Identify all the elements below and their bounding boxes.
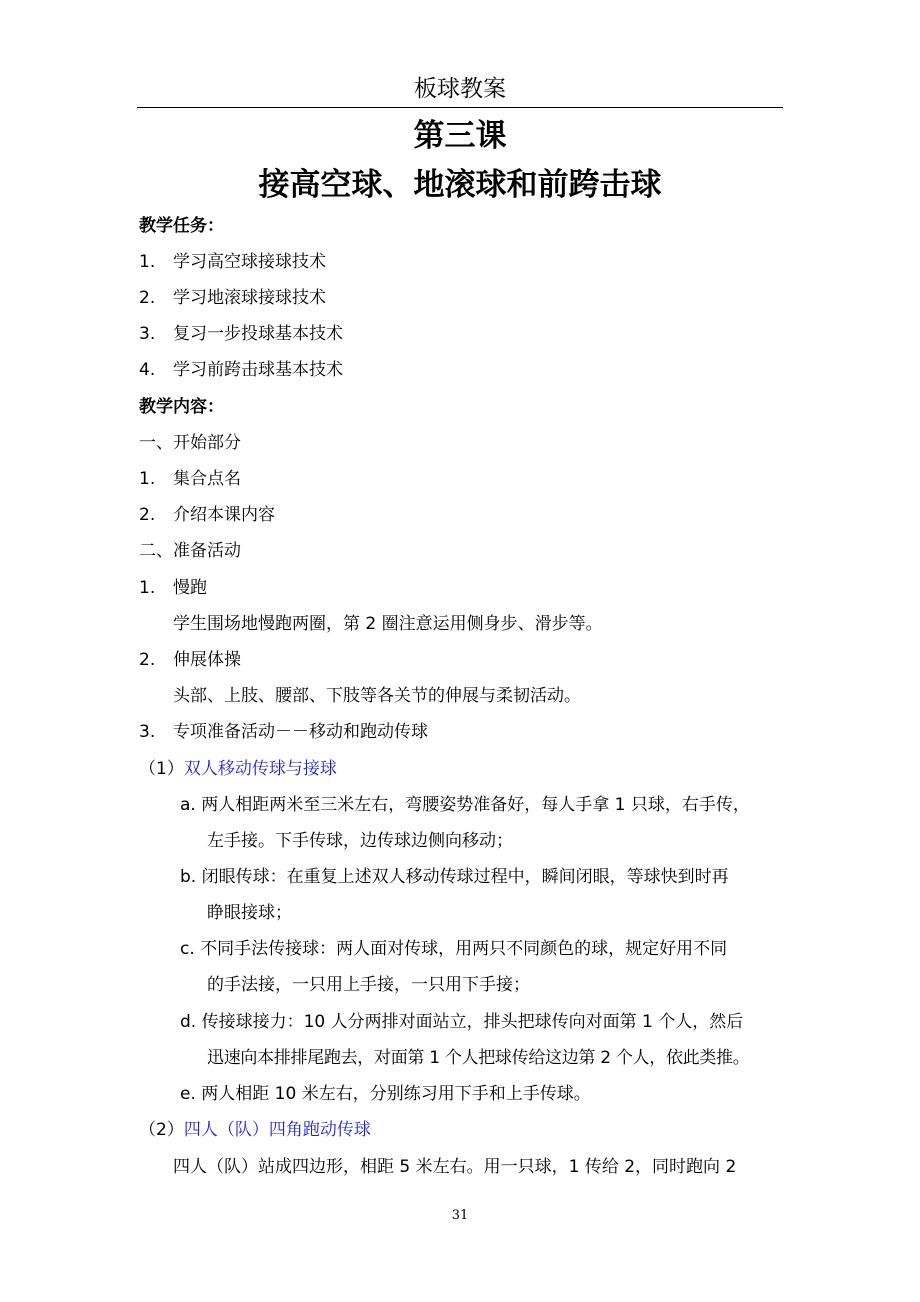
point-letter: c.	[180, 939, 195, 959]
item-text: 慢跑	[173, 578, 207, 598]
sub-point	[180, 937, 727, 961]
point-continuation: 左手接。下手传球，边传球边侧向移动；	[207, 831, 513, 851]
item-text: 伸展体操	[173, 650, 241, 670]
task-number: 2.	[139, 288, 156, 308]
task-text: 复习一步投球基本技术	[173, 324, 343, 344]
lesson-subtitle: 接高空球、地滚球和前跨击球	[258, 167, 662, 203]
item-text: 集合点名	[173, 469, 241, 489]
item-text: 专项准备活动－－移动和跑动传球	[173, 722, 428, 742]
item-text: 介绍本课内容	[173, 505, 275, 525]
item-number: 1.	[139, 469, 156, 489]
header-rule	[137, 107, 783, 108]
tasks-heading: 教学任务：	[139, 216, 224, 236]
list-item	[139, 467, 241, 491]
item-detail: 头部、上肢、腰部、下肢等各关节的伸展与柔韧活动。	[173, 686, 581, 706]
point-text: 传接球接力：10 人分两排对面站立，排头把球传向对面第 1 个人，然后	[201, 1012, 744, 1032]
task-text: 学习前跨击球基本技术	[173, 360, 343, 380]
item-number: 2.	[139, 505, 156, 525]
task-number: 4.	[139, 360, 156, 380]
point-continuation: 睁眼接球；	[207, 903, 292, 923]
task-text: 学习地滚球接球技术	[173, 288, 326, 308]
task-text: 学习高空球接球技术	[173, 252, 326, 272]
point-letter: b.	[180, 867, 197, 887]
point-continuation: 的手法接，一只用上手接，一只用下手接；	[207, 975, 530, 995]
task-item	[139, 250, 326, 274]
task-item	[139, 322, 343, 346]
list-item	[139, 503, 275, 527]
subsection-label: （1）	[139, 759, 184, 779]
item-number: 3.	[139, 722, 156, 742]
point-letter: e.	[180, 1084, 196, 1104]
list-item	[139, 576, 207, 600]
subsection-title-link: 四人（队）四角跑动传球	[183, 1120, 371, 1140]
subsection-heading	[139, 757, 337, 781]
sub-point	[180, 793, 750, 817]
sub-point	[180, 865, 729, 889]
content-heading: 教学内容：	[139, 397, 224, 417]
sub-point	[180, 1082, 591, 1106]
task-item	[139, 358, 343, 382]
point-text: 闭眼传球：在重复上述双人移动传球过程中，瞬间闭眼，等球快到时再	[201, 867, 729, 887]
running-header: 板球教案	[414, 76, 506, 102]
task-number: 3.	[139, 324, 156, 344]
subsection-label: （2）	[139, 1120, 184, 1140]
task-item	[139, 286, 326, 310]
task-number: 1.	[139, 252, 156, 272]
list-item	[139, 720, 428, 744]
item-detail: 四人（队）站成四边形，相距 5 米左右。用一只球，1 传给 2，同时跑向 2	[173, 1157, 737, 1177]
point-letter: d.	[180, 1012, 197, 1032]
point-text: 两人相距 10 米左右，分别练习用下手和上手传球。	[201, 1084, 591, 1104]
point-text: 两人相距两米至三米左右，弯腰姿势准备好，每人手拿 1 只球，右手传，	[201, 795, 750, 815]
subsection-heading	[139, 1118, 371, 1142]
item-number: 1.	[139, 578, 156, 598]
section-title: 二、准备活动	[139, 541, 241, 561]
lesson-number: 第三课	[413, 118, 507, 154]
subsection-title-link: 双人移动传球与接球	[183, 759, 337, 779]
item-number: 2.	[139, 650, 156, 670]
point-letter: a.	[180, 795, 196, 815]
sub-point	[180, 1010, 743, 1034]
section-title: 一、开始部分	[139, 433, 241, 453]
list-item	[139, 648, 241, 672]
page-number: 31	[451, 1208, 469, 1223]
point-text: 不同手法传接球：两人面对传球，用两只不同颜色的球，规定好用不同	[200, 939, 728, 959]
item-detail: 学生围场地慢跑两圈，第 2 圈注意运用侧身步、滑步等。	[173, 614, 603, 634]
point-continuation: 迅速向本排排尾跑去，对面第 1 个人把球传给这边第 2 个人，依此类推。	[207, 1048, 750, 1068]
